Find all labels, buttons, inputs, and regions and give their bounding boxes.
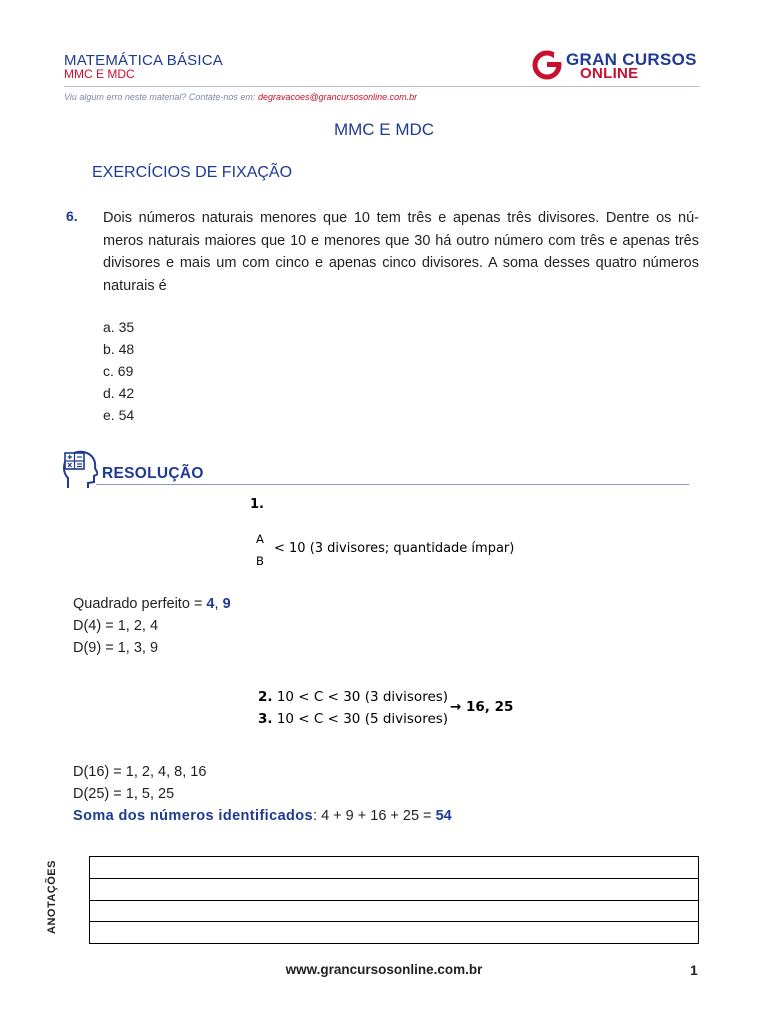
perfect-square-value: 9 xyxy=(222,596,231,612)
right-arrow-icon: → xyxy=(450,699,462,715)
step3-num: 3. xyxy=(258,711,273,727)
option-d xyxy=(103,385,134,401)
step3-text: 10 < C < 30 (5 divisores) xyxy=(276,711,449,727)
question-number: 6. xyxy=(66,208,78,224)
sum-label: Soma dos números identificados xyxy=(73,808,314,824)
perfect-square-line: Quadrado perfeito = 4, 9 xyxy=(73,596,231,612)
error-report-note xyxy=(64,92,417,102)
notes-line xyxy=(90,921,698,922)
divisors-9: D(9) = 1, 3, 9 xyxy=(73,640,159,656)
option-letter: c. xyxy=(103,363,114,379)
question-text: Dois números naturais menores que 10 tem três e apenas três divisores. Dentre os nú-meros naturais maiores que 10 e menores que 30 há outro número com três e apenas três divisores e mais um com cinco e apenas cinco divisores. A soma desses quatro números naturais é xyxy=(103,210,699,294)
option-value: 54 xyxy=(118,407,135,423)
option-letter: b. xyxy=(103,341,115,357)
notes-box[interactable] xyxy=(89,856,699,944)
header-divider xyxy=(64,86,700,87)
sum-result: 54 xyxy=(435,808,452,824)
subject-title: MATEMÁTICA BÁSICA xyxy=(64,52,223,69)
perfect-square-value: 4 xyxy=(206,596,215,612)
step3-line xyxy=(258,711,448,727)
resolution-title: RESOLUÇÃO xyxy=(102,465,204,482)
step2-text: 10 < C < 30 (3 divisores) xyxy=(276,689,449,705)
step1-condition: < 10 (3 divisores; quantidade ímpar) xyxy=(274,541,515,556)
topic-subtitle: MMC E MDC xyxy=(64,67,135,81)
step1-var-a: A xyxy=(256,532,264,546)
gran-g-logo-icon xyxy=(532,50,562,80)
arrow-result-value: 16, 25 xyxy=(466,699,514,715)
option-a xyxy=(103,319,134,335)
notes-label: ANOTAÇÕES xyxy=(46,860,58,934)
option-e xyxy=(103,407,134,423)
resolution-divider xyxy=(96,484,689,485)
option-letter: e. xyxy=(103,407,115,423)
option-value: 69 xyxy=(117,363,134,379)
step2-num: 2. xyxy=(258,689,273,705)
step1-label: 1. xyxy=(250,497,264,512)
option-value: 48 xyxy=(118,341,135,357)
step1-var-b: B xyxy=(256,554,264,568)
calculator-head-icon xyxy=(62,450,98,490)
option-b xyxy=(103,341,134,357)
page-number: 1 xyxy=(690,962,698,978)
notes-line xyxy=(90,878,698,879)
sum-line xyxy=(73,808,452,824)
notes-line xyxy=(90,900,698,901)
option-value: 35 xyxy=(118,319,135,335)
contact-email-link[interactable]: degravacoes@grancursosonline.com.br xyxy=(257,92,418,102)
option-letter: a. xyxy=(103,319,115,335)
option-letter: d. xyxy=(103,385,115,401)
step2-line xyxy=(258,689,448,705)
section-title: EXERCÍCIOS DE FIXAÇÃO xyxy=(92,164,293,181)
divisors-4: D(4) = 1, 2, 4 xyxy=(73,618,159,634)
logo-text-online: ONLINE xyxy=(580,65,639,82)
sum-expression: : 4 + 9 + 16 + 25 = xyxy=(313,808,436,824)
footer-website-link[interactable]: www.grancursosonline.com.br xyxy=(285,962,483,977)
arrow-result xyxy=(450,699,513,715)
option-value: 42 xyxy=(118,385,135,401)
divisors-16: D(16) = 1, 2, 4, 8, 16 xyxy=(73,764,207,780)
perfect-square-label: Quadrado perfeito = xyxy=(73,596,207,612)
divisors-25: D(25) = 1, 5, 25 xyxy=(73,786,175,802)
page-title: MMC E MDC xyxy=(333,120,435,139)
option-c xyxy=(103,363,133,379)
logo-text-gran-cursos: GRAN CURSOS xyxy=(566,50,697,69)
note-text: Viu algum erro neste material? Contate-nos em: xyxy=(64,92,258,102)
gran-cursos-logo[interactable] xyxy=(532,50,702,84)
